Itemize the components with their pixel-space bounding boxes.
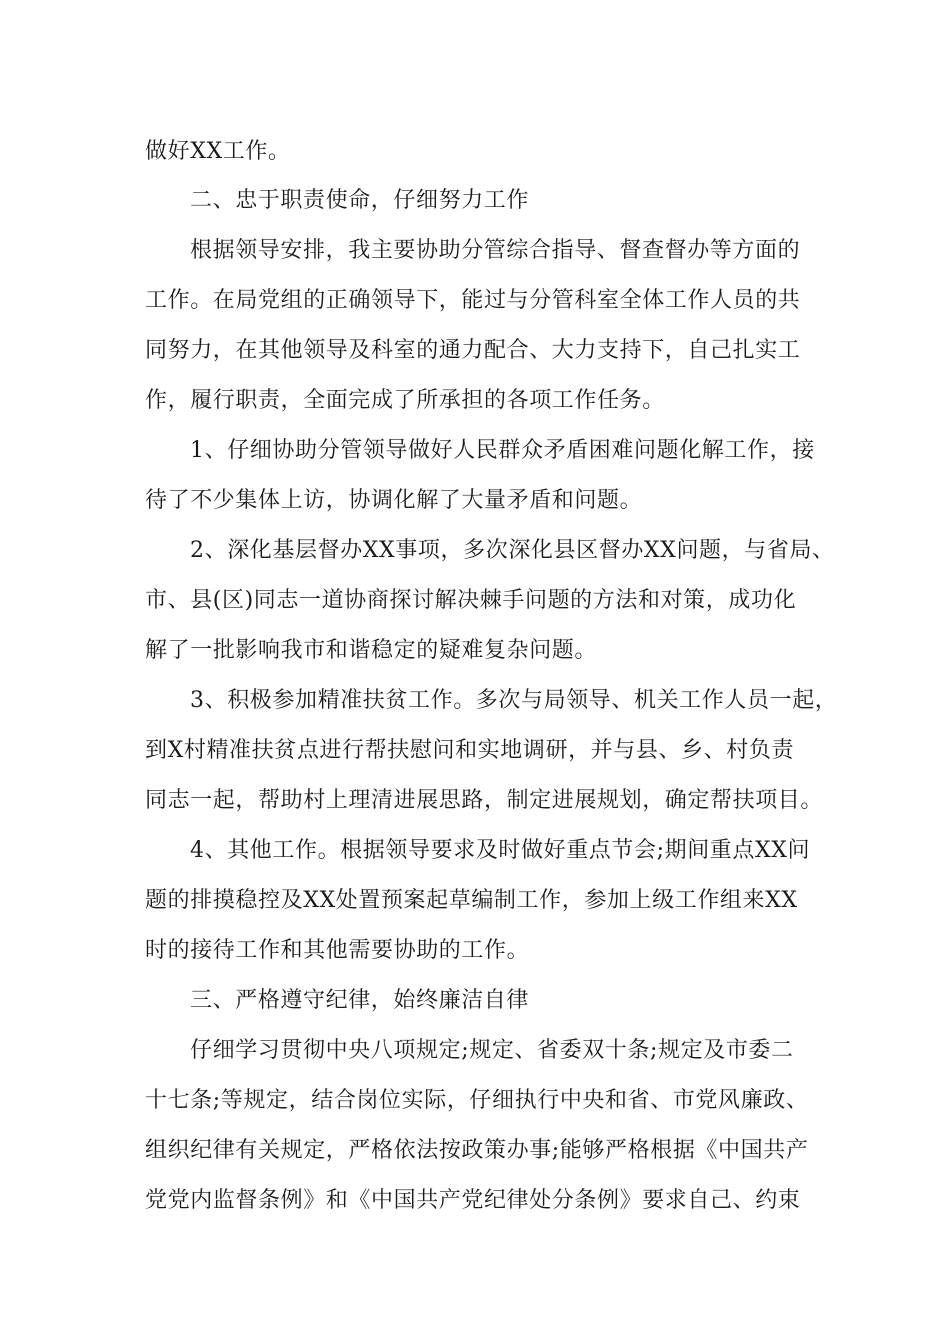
paragraph-line: 工作。在局党组的正确领导下，能过与分管科室全体工作人员的共 xyxy=(145,288,801,313)
paragraph-line: 2、深化基层督办XX事项，多次深化县区督办XX问题，与省局、 xyxy=(190,538,835,563)
paragraph-line: 市、县(区)同志一道协商探讨解决棘手问题的方法和对策，成功化 xyxy=(145,588,797,613)
paragraph-line: 题的排摸稳控及XX处置预案起草编制工作，参加上级工作组来XX xyxy=(145,888,798,913)
paragraph-line: 3、积极参加精准扶贫工作。多次与局领导、机关工作人员一起， xyxy=(190,688,838,713)
section-heading: 二、忠于职责使命，仔细努力工作 xyxy=(190,188,530,213)
paragraph-line: 做好XX工作。 xyxy=(145,139,291,164)
paragraph-line: 到X村精准扶贫点进行帮扶慰问和实地调研，并与县、乡、村负责 xyxy=(145,738,795,763)
paragraph-line: 组织纪律有关规定，严格依法按政策办事;能够严格根据《中国共产 xyxy=(145,1138,809,1163)
paragraph-line: 同努力，在其他领导及科室的通力配合、大力支持下，自己扎实工 xyxy=(145,338,801,363)
paragraph-line: 待了不少集体上访，协调化解了大量矛盾和问题。 xyxy=(145,488,643,513)
paragraph-line: 时的接待工作和其他需要协助的工作。 xyxy=(145,938,530,963)
paragraph-line: 仔细学习贯彻中央八项规定;规定、省委双十条;规定及市委二 xyxy=(190,1038,794,1063)
paragraph-line: 党党内监督条例》和《中国共产党纪律处分条例》要求自己、约束 xyxy=(145,1188,801,1213)
paragraph-line: 解了一批影响我市和谐稳定的疑难复杂问题。 xyxy=(145,638,598,663)
section-heading: 三、严格遵守纪律，始终廉洁自律 xyxy=(190,988,530,1013)
paragraph-line: 根据领导安排，我主要协助分管综合指导、督查督办等方面的 xyxy=(190,238,801,263)
paragraph-line: 1、仔细协助分管领导做好人民群众矛盾困难问题化解工作，接 xyxy=(190,438,815,463)
paragraph-line: 4、其他工作。根据领导要求及时做好重点节会;期间重点XX问 xyxy=(190,838,811,863)
paragraph-line: 同志一起，帮助村上理清进展思路，制定进展规划，确定帮扶项目。 xyxy=(145,788,824,813)
paragraph-line: 十七条;等规定，结合岗位实际，仔细执行中央和省、市党风廉政、 xyxy=(145,1088,809,1113)
paragraph-line: 作，履行职责，全面完成了所承担的各项工作任务。 xyxy=(145,388,665,413)
